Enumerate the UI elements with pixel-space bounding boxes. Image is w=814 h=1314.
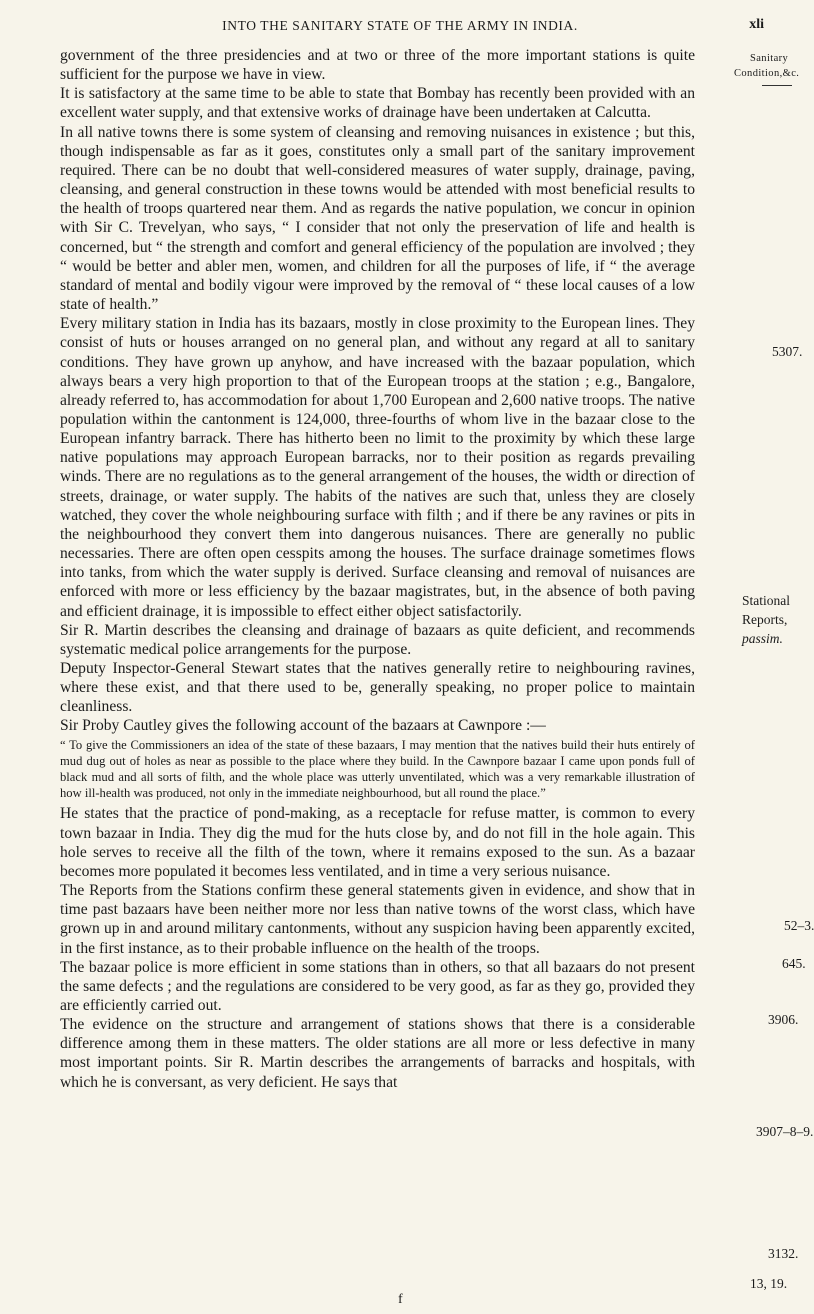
margin-ref-3907-8-9: 3907–8–9. — [756, 1124, 814, 1139]
paragraph: Every military station in India has its bazaars, mostly in close proximity to the European lines. They consist of huts or houses arranged on no general plan, and without any regard at all to sanitary conditions. They have grown up anyhow, and have increased with the bazaar population, which always bears a very high proportion to that of the European troops at the station ; e.g., Bangalore, already referred to, has accommodation for about 1,700 European and 2,600 native troops. The native population within the cantonment is 124,000, three-fourths of whom live in the bazaar close to the European infantry barrack. There has hitherto been no limit to the proximity by which these large native populations may approach European barracks, nor to their position as regards prevailing winds. There are no regulations as to the general arrangement of the houses, the width or direction of streets, drainage, or water supply. The habits of the natives are such that, unless they are closely watched, they cover the whole neighbouring surface with filth ; and if there be any ravines or pits in the neighbourhood they convert them into dangerous nuisances. There are generally no public necessaries. There are often open cesspits among the houses. The surface drainage sometimes flows into tanks, from which the water supply is derived. Surface cleansing and removal of nuisances are enforced with more or less efficiency by the bazaar magistrates, but, in the absence of both paving and efficient drainage, it is impossible to effect either object satisfactorily. — [60, 315, 695, 620]
paragraph: In all native towns there is some system of cleansing and removing nuisances in existence ; but this, though indispensable as far as it goes, constitutes only a small part of the sanitary improvement required. There can be no doubt that well-considered measures of water supply, drainage, paving, cleansing, and general construction in these towns would be attended with most beneficial results to the health of troops quartered near them. And as regards the native population, we concur in opinion with Sir C. Trevelyan, who says, “ I consider that not only the preservation of life and health is concerned, but “ the strength and comfort and general efficiency of the population are involved ; they “ would be better and abler men, women, and children for all the purposes of life, if “ the average standard of mental and bodily vigour were improved by the removal of “ these local causes of a low state of health.” — [60, 123, 695, 314]
margin-ref-52-3: 52–3. — [784, 918, 814, 933]
margin-ref-3906: 3906. — [768, 1012, 799, 1027]
paragraph: Deputy Inspector-General Stewart states that the natives generally retire to neighbouring ravines, where these exist, and that there used to be, generally speaking, no proper police to maintain cleanliness. — [60, 660, 695, 716]
margin-note-passim: passim. — [742, 631, 783, 646]
margin-ref-13-19: 13, 19. — [750, 1276, 788, 1291]
paragraph: It is satisfactory at the same time to be able to state that Bombay has recently been provided with an excellent water supply, and that extensive works of drainage have been undertaken at Calcutta. — [60, 85, 695, 122]
paragraph: Sir R. Martin describes the cleansing and drainage of bazaars as quite deficient, and recommends systematic medical police arrangements for the purpose. — [60, 621, 695, 658]
margin-ref-645: 645. — [782, 956, 806, 971]
paragraph: He states that the practice of pond-making, as a receptacle for refuse matter, is common to every town bazaar in India. They dig the mud for the huts close by, and do not fill in the hole again. This hole serves to receive all the filth of the town, where it remains exposed to the sun. As a bazaar becomes more populated it becomes less ventilated, and in time a very serious nuisance. — [60, 805, 695, 880]
margin-heading-condition: Condition,&c. — [734, 68, 800, 79]
margin-heading-rule — [762, 85, 792, 86]
header-title: INTO THE SANITARY STATE OF THE ARMY IN INDIA. — [222, 18, 578, 33]
margin-ref-5307: 5307. — [772, 344, 803, 359]
paragraph: government of the three presidencies and at two or three of the more important stations is quite sufficient for the purpose we have in view. — [60, 47, 695, 84]
margin-notes — [700, 0, 814, 1314]
margin-ref-3132: 3132. — [768, 1246, 799, 1261]
paragraph: The bazaar police is more efficient in some stations than in others, so that all bazaars do not present the same defects ; and the regulations are considered to be very good, as far as they go, provided they are efficiently carried out. — [60, 958, 695, 1014]
running-header — [0, 8, 800, 38]
paragraph: Sir Proby Cautley gives the following account of the bazaars at Cawnpore :— — [60, 717, 546, 735]
page-number: xli — [749, 17, 764, 32]
paragraph: The evidence on the structure and arrangement of stations shows that there is a considerable difference among them in these matters. The older stations are all more or less defective in many most important points. Sir R. Martin describes the arrangements of barracks and hospitals, with which he is conversant, as very deficient. He says that — [60, 1016, 695, 1091]
margin-note-stational: Stational — [742, 593, 790, 608]
margin-heading-sanitary: Sanitary — [750, 53, 789, 64]
paragraph: The Reports from the Stations confirm these general statements given in evidence, and show that in time past bazaars have been neither more nor less than native towns of the worst class, which have grown up in and around military cantonments, without any suspicion having been apparently excited, in the first instance, as to their probable influence on the health of the troops. — [60, 882, 695, 957]
margin-note-reports: Reports, — [742, 612, 788, 627]
margin-heading — [734, 51, 799, 86]
body-text — [60, 46, 695, 1092]
block-quote: “ To give the Commissioners an idea of the state of these bazaars, I may mention that the natives build their huts entirely of mud dug out of holes as near as possible to the place where they build. In the Cawnpore bazaar I came upon ponds full of black mud and all sorts of filth, and the whole place was utterly unventilated, which was a very remarkable illustration of how ill-health was produced, not only in the immediate neighbourhood, but all round the place.” — [60, 737, 695, 801]
signature-mark: f — [398, 1292, 403, 1307]
